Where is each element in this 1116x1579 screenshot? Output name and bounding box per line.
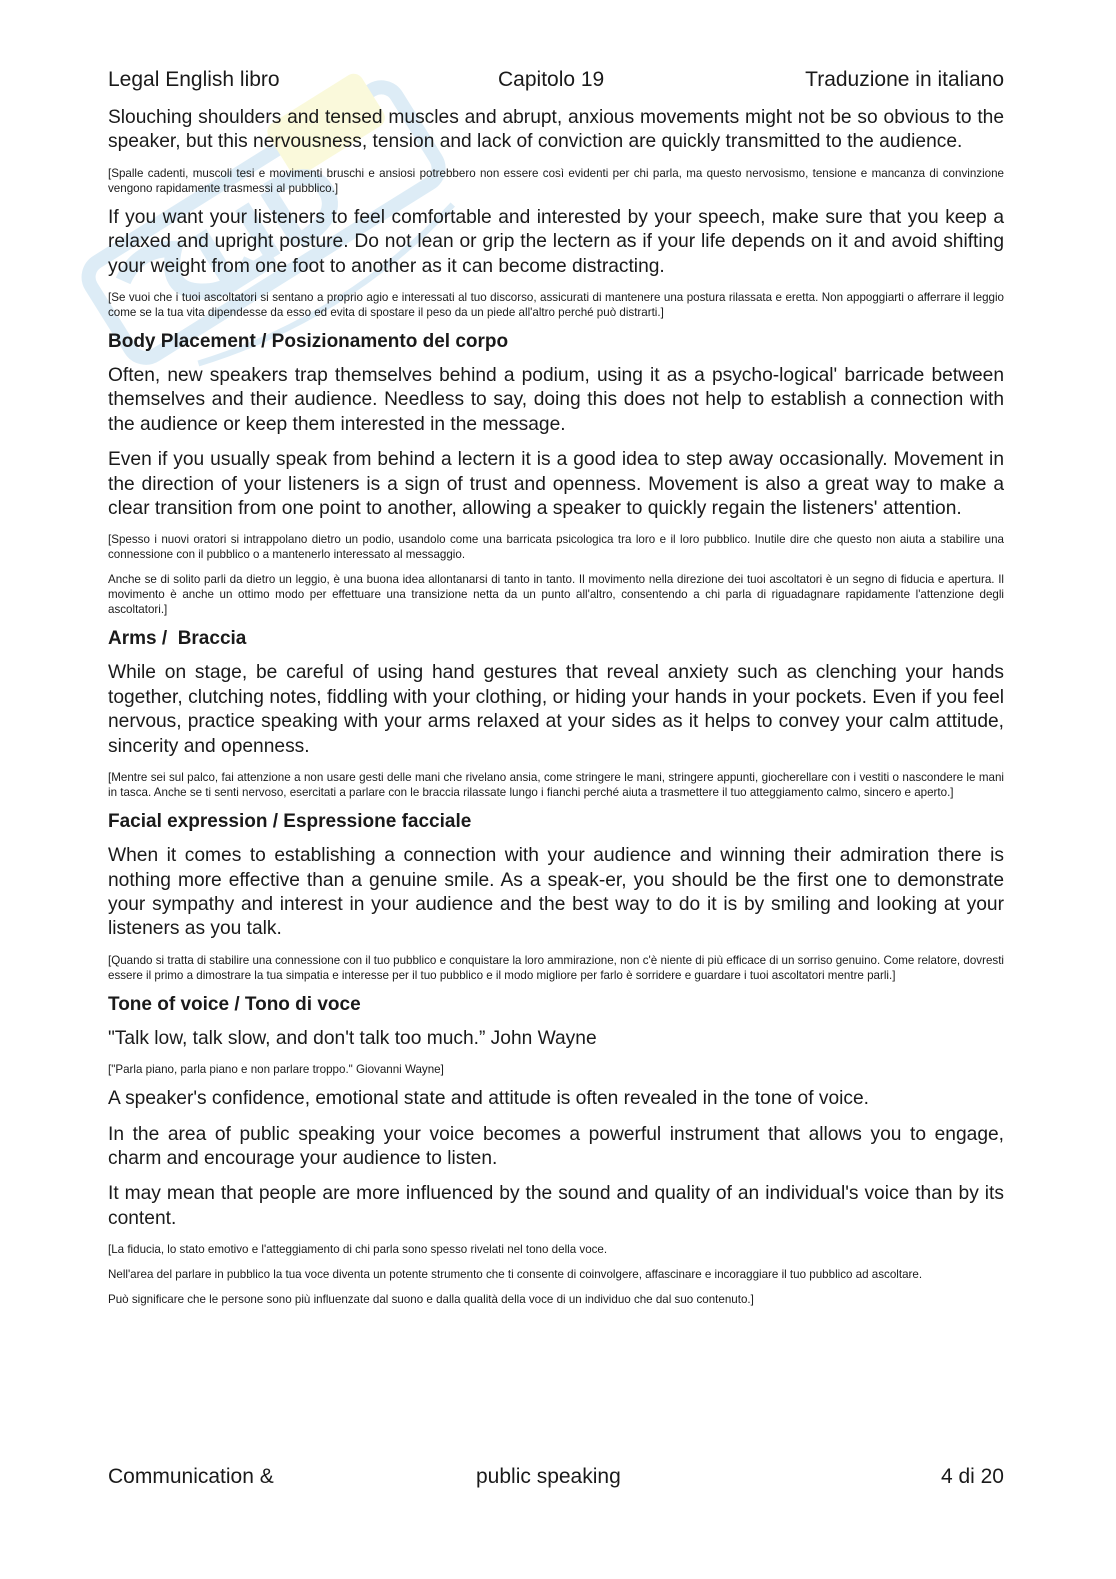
paragraph-english: Even if you usually speak from behind a lectern it is a good idea to step away occasionally. Movement in the direction of your listeners is a sign of trust and openness. Movement is also a great way to make a clear transition from one point to another, allowing a speaker to quickly regain the listeners' attention. [108, 449, 1004, 520]
header-book-title: Legal English libro [108, 68, 280, 91]
quote-english: "Talk low, talk slow, and don't talk too much.” John Wayne [108, 1027, 597, 1049]
section-heading-arms: Arms / Braccia [108, 628, 247, 650]
page-body [108, 106, 1004, 1317]
paragraph-english: When it comes to establishing a connection with your audience and winning their admiration there is nothing more effective than a genuine smile. As a speak-er, you should be the first one to demonstrate your sympathy and interest in your audience and the best way to do it is by smiling and looking at your listeners as you talk. [108, 845, 1004, 940]
section-heading-body-placement: Body Placement / Posizionamento del corpo [108, 331, 509, 353]
header-translation-label: Traduzione in italiano [805, 68, 1004, 91]
paragraph-italian: [Quando si tratta di stabilire una connessione con il tuo pubblico e conquistare la loro ammirazione, non c'è niente di più efficace di un sorriso genuino. Come relatore, dovresti essere il primo a dimostrare la tua simpatia e interesse per il tuo pubblico e il modo migliore per farlo è sorridere e guardare i tuoi ascoltatori mentre parli.] [108, 953, 1004, 982]
section-heading-tone-of-voice: Tone of voice / Tono di voce [108, 993, 361, 1015]
paragraph-italian: [Mentre sei sul palco, fai attenzione a non usare gesti delle mani che rivelano ansia, come stringere le mani, stringere appunti, giocherellare con i vestiti o nascondere le mani in tasca. Anche se ti senti nervoso, esercitati a parlare con le braccia rilassate lungo i fianchi perché aiuta a trasmettere il tuo atteggiamento calmo, sincero e aperto.] [108, 771, 1004, 800]
paragraph-italian: [Spalle cadenti, muscoli tesi e movimenti bruschi e ansiosi potrebbero non essere così evidenti per chi parla, ma questo nervosismo, tensione e mancanza di convinzione vengono rapidamente trasmessi al pubblico.] [108, 166, 1004, 195]
paragraph-english: In the area of public speaking your voice becomes a powerful instrument that allows you to engage, charm and encourage your audience to listen. [108, 1123, 1004, 1169]
footer-center-title: public speaking [476, 1465, 621, 1488]
header-chapter: Capitolo 19 [498, 68, 605, 91]
page-number: 4 di 20 [940, 1465, 1004, 1488]
paragraph-english: It may mean that people are more influenced by the sound and quality of an individual's voice than by its content. [108, 1183, 1004, 1229]
paragraph-english: While on stage, be careful of using hand gestures that reveal anxiety such as clenching your hands together, clutching notes, fiddling with your clothing, or hiding your hands in your pockets. Even if you feel nervous, practice speaking with your arms relaxed at your sides as it helps to convey your calm attitude, sincerity and openness. [108, 662, 1004, 757]
paragraph-english: Slouching shoulders and tensed muscles and abrupt, anxious movements might not be so obvious to the speaker, but this nervousness, tension and lack of conviction are quickly transmitted to the audience. [108, 107, 1004, 153]
paragraph-english: If you want your listeners to feel comfortable and interested by your speech, make sure that you keep a relaxed and upright posture. Do not lean or grip the lectern as if your life depends on it and avoid shifting your weight from one foot to another as it can become distracting. [108, 206, 1004, 277]
paragraph-italian: [Spesso i nuovi oratori si intrappolano dietro un podio, usandolo come una barricata psicologica tra loro e il loro pubblico. Inutile dire che questo non aiuta a stabilire una connessione con il pubblico o a mantenerlo interessato al messaggio. [108, 533, 1004, 562]
paragraph-italian: [La fiducia, lo stato emotivo e l'atteggiamento di chi parla sono spesso rivelati nel tono della voce. [108, 1243, 608, 1257]
paragraph-italian: Anche se di solito parli da dietro un leggio, è una buona idea allontanarsi di tanto in tanto. Il movimento nella direzione dei tuoi ascoltatori è un segno di fiducia e apertura. Il movimento è anche un ottimo modo per effettuare una transizione netta da un punto all'altro, consentendo a chi parla di riguadagnare rapidamente l'attenzione degli ascoltatori.] [108, 573, 1004, 617]
quote-italian: ["Parla piano, parla piano e non parlare troppo." Giovanni Wayne] [108, 1063, 444, 1077]
paragraph-italian: [Se vuoi che i tuoi ascoltatori si sentano a proprio agio e interessati al tuo discorso, assicurati di mantenere una postura rilassata e eretta. Non appoggiarti o afferrare il leggio come se la tua vita dipendesse da esso ed evita di spostare il peso da un piede all'altro perché può distrarti.] [108, 291, 1004, 320]
paragraph-italian: Nell'area del parlare in pubblico la tua voce diventa un potente strumento che ti consente di coinvolgere, affascinare e incoraggiare il tuo pubblico ad ascoltare. [108, 1268, 923, 1282]
footer-left-title: Communication & [108, 1465, 274, 1488]
paragraph-english: Often, new speakers trap themselves behind a podium, using it as a psycho-logical' barricade between themselves and their audience. Needless to say, doing this does not help to establish a connection with the audience or keep them interested in the message. [108, 365, 1004, 435]
paragraph-english: A speaker's confidence, emotional state and attitude is often revealed in the tone of voice. [108, 1088, 869, 1110]
section-heading-facial-expression: Facial expression / Espressione facciale [108, 811, 472, 833]
paragraph-italian: Può significare che le persone sono più influenzate dal suono e dalla qualità della voce di un individuo che dal suo contenuto.] [108, 1293, 754, 1307]
